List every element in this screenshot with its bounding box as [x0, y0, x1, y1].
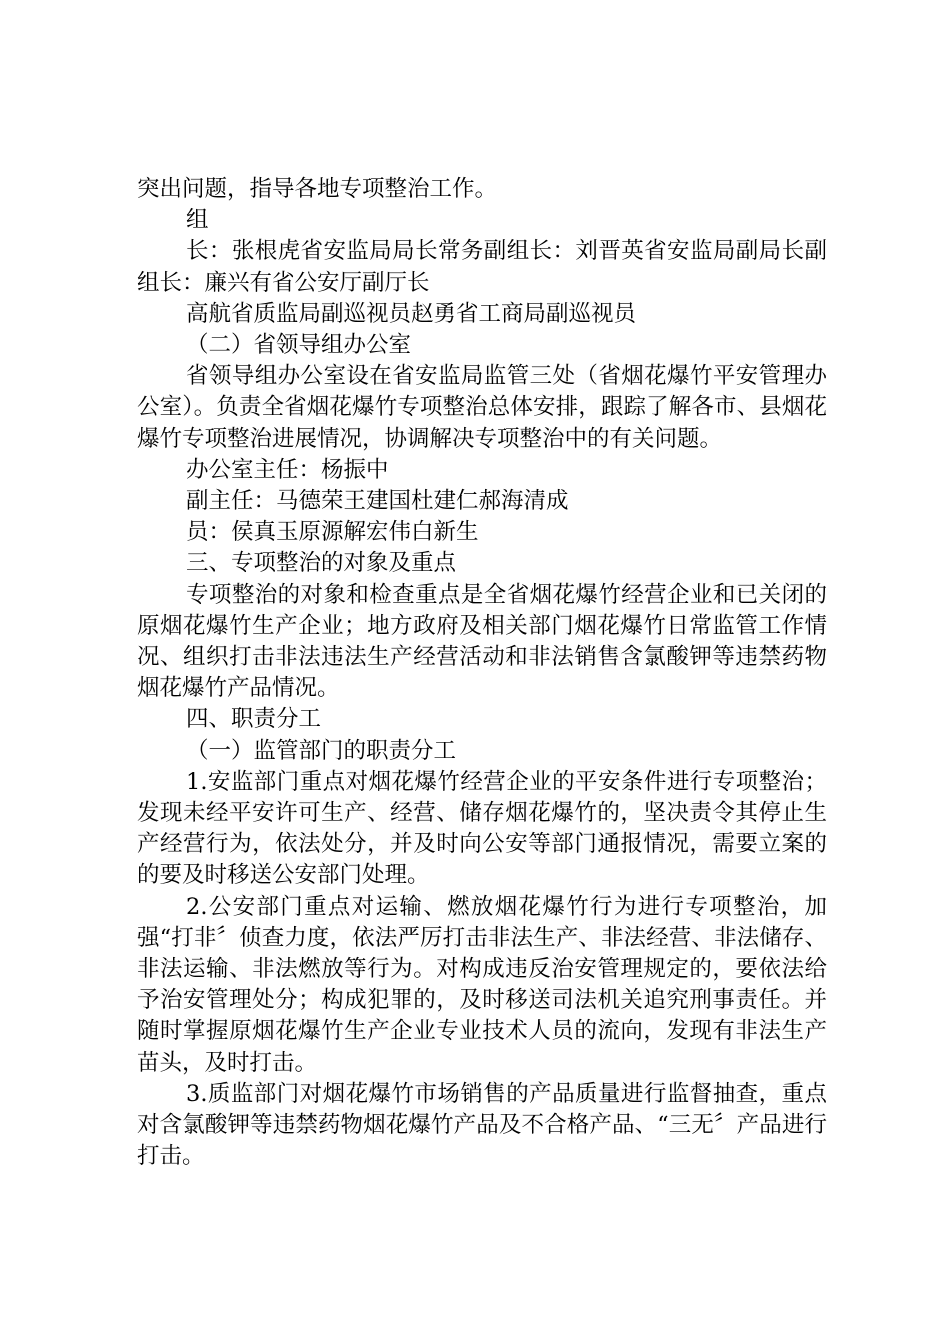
paragraph-office-director: 办公室主任：杨振中 [186, 456, 389, 483]
paragraph-office-members: 员：侯真玉原源解宏伟白新生 [186, 519, 479, 546]
paragraph-group-leaders: 长：张根虎省安监局局长常务副组长：刘晋英省安监局副局长副组长：廉兴有省公安厅副厅长 [137, 238, 827, 296]
subsection-heading-regulators: （一）监管部门的职责分工 [186, 737, 457, 764]
paragraph-office-deputy-directors: 副主任：马德荣王建国杜建仁郝海清成 [186, 488, 569, 515]
paragraph-duty-quality: 3.质监部门对烟花爆竹市场销售的产品质量进行监督抽查，重点对含氯酸钾等违禁药物烟花爆竹产品及不合格产品、“三无〞产品进行打击。 [137, 1080, 827, 1170]
section-heading-duties: 四、职责分工 [186, 706, 322, 733]
paragraph-office-description: 省领导组办公室设在省安监局监管三处（省烟花爆竹平安管理办公室）。负责全省烟花爆竹专项整治总体安排，跟踪了解各市、县烟花爆竹专项整治进展情况，协调解决专项整治中的有关问题。 [137, 363, 827, 452]
section-heading-targets: 三、专项整治的对象及重点 [186, 550, 457, 577]
document-body [137, 174, 827, 1173]
paragraph-duty-safety: 1.安监部门重点对烟花爆竹经营企业的平安条件进行专项整治；发现未经平安许可生产、经营、储存烟花爆竹的，坚决责令其停止生产经营行为，依法处分，并及时向公安等部门通报情况，需要立案的的要及时移送公安部门处理。 [137, 768, 827, 889]
paragraph-duty-police: 2.公安部门重点对运输、燃放烟花爆竹行为进行专项整治，加强“打非〞侦查力度，依法严厉打击非法生产、非法经营、非法储存、非法运输、非法燃放等行为。对构成违反治安管理规定的，要依法给予治安管理处分；构成犯罪的，及时移送司法机关追究刑事责任。并随时掌握原烟花爆竹生产企业专业技术人员的流向，发现有非法生产苗头，及时打击。 [137, 893, 827, 1076]
paragraph-group-members: 高航省质监局副巡视员赵勇省工商局副巡视员 [186, 300, 637, 327]
section-heading-office: （二）省领导组办公室 [186, 332, 412, 359]
paragraph-continuation: 突出问题，指导各地专项整治工作。 [137, 176, 498, 202]
paragraph-targets: 专项整治的对象和检查重点是全省烟花爆竹经营企业和已关闭的原烟花爆竹生产企业；地方政府及相关部门烟花爆竹日常监管工作情况、组织打击非法违法生产经营活动和非法销售含氯酸钾等违禁药物烟花爆竹产品情况。 [137, 581, 827, 702]
paragraph-group-label: 组 [186, 207, 209, 234]
